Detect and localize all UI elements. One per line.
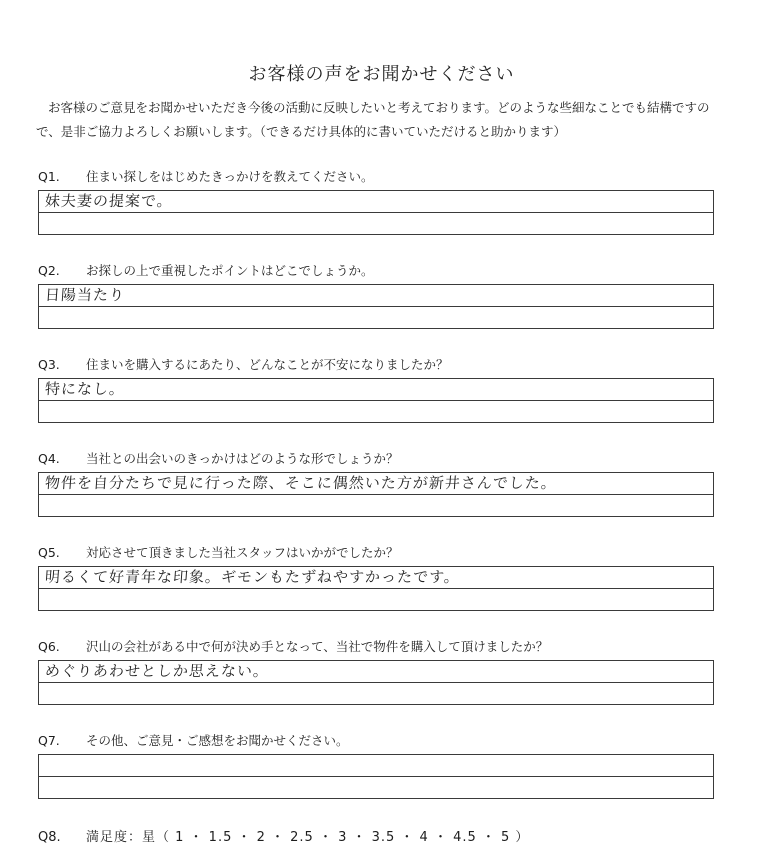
question-text: お探しの上で重視したポイントはどこでしょうか。 [86,263,374,278]
answer-box[interactable] [38,472,714,517]
question-text: 沢山の会社がある中で何が決め手となって、当社で物件を購入して頂けましたか？ [86,639,549,654]
question-number: Q1. [38,169,60,184]
question-label [38,262,718,280]
question-number: Q3. [38,357,60,372]
answer-box[interactable] [38,284,714,329]
question-8-satisfaction [38,826,529,845]
answer-line [39,379,713,400]
question-number: Q6. [38,639,60,654]
answer-box[interactable] [38,660,714,705]
question-6 [38,638,718,705]
question-5 [38,544,718,611]
answer-line [39,473,713,494]
question-label [38,356,718,374]
answer-line [39,567,713,588]
question-3 [38,356,718,423]
answer-line [39,588,713,610]
intro-body: お客様のご意見をお聞かせいただき今後の活動に反映したいと考えております。どのような些細なことでも結構ですので、是非ご協力よろしくお願いします。（できるだけ具体的に書いていただけると助かります） [36,100,710,139]
question-1 [38,168,718,235]
answer-text: 物件を自分たちで見に行った際、そこに偶然いた方が新井さんでした。 [44,474,558,492]
answer-box[interactable] [38,378,714,423]
question-number: Q7. [38,733,60,748]
answer-line [39,661,713,682]
question-label [38,732,718,750]
question-label [38,638,718,656]
question-number: Q8. [38,830,61,845]
answer-text: 特になし。 [44,380,126,398]
answer-line [39,755,713,776]
question-2 [38,262,718,329]
answer-text: めぐりあわせとしか思えない。 [44,662,270,680]
answer-box[interactable] [38,190,714,235]
answer-box[interactable] [38,754,714,799]
answer-line [39,494,713,516]
question-number: Q5. [38,545,60,560]
question-text: その他、ご意見・ご感想をお聞かせください。 [86,733,349,748]
answer-line [39,682,713,704]
answer-text: 明るくて好青年な印象。ギモンもたずねやすかったです。 [44,568,461,586]
question-label [38,450,718,468]
form-title: お客様の声をお聞かせください [248,64,515,85]
question-number: Q4. [38,451,60,466]
question-text: 対応させて頂きました当社スタッフはいかがでしたか？ [86,545,399,560]
satisfaction-scale: 満足度：星（ 1 ・ 1.5 ・ 2 ・ 2.5 ・ 3 ・ 3.5 ・ 4 ・ 4.5 ・ 5 ） [86,830,530,845]
question-number: Q2. [38,263,60,278]
answer-line [39,400,713,422]
answer-line [39,191,713,212]
question-label [38,168,718,186]
answer-text: 日陽当たり [44,286,126,304]
question-7 [38,732,718,799]
answer-box[interactable] [38,566,714,611]
answer-line [39,776,713,798]
question-text: 住まい探しをはじめたきっかけを教えてください。 [86,169,374,184]
answer-line [39,285,713,306]
answer-line [39,212,713,234]
question-text: 住まいを購入するにあたり、どんなことが不安になりましたか？ [86,357,449,372]
question-label [38,544,718,562]
answer-text: 妹夫妻の提案で。 [44,192,174,210]
question-4 [38,450,718,517]
intro-text [36,96,726,144]
answer-line [39,306,713,328]
question-text: 当社との出会いのきっかけはどのような形でしょうか？ [86,451,399,466]
